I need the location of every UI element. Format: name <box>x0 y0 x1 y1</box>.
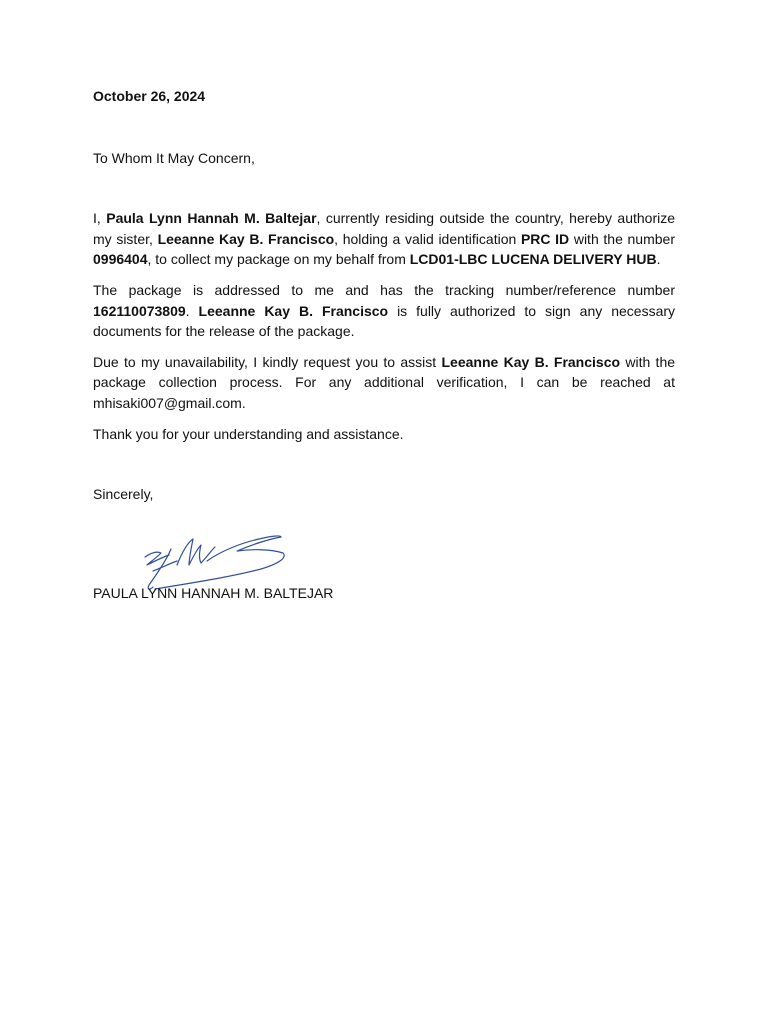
p1-text-1: I, <box>93 210 107 227</box>
authorized-person-name: Leeanne Kay B. Francisco <box>441 353 621 370</box>
p1-text-3: , holding a valid identification <box>334 230 521 247</box>
p2-text-2: . <box>185 302 199 319</box>
letter-body <box>93 86 675 605</box>
paragraph-authorization <box>93 208 675 270</box>
p2-text-1: The package is addressed to me and has the tracking number/reference number <box>93 281 675 298</box>
tracking-number: 162110073809 <box>93 302 186 319</box>
p2-text-3: is fully authorized to sign any necessary documents for the release of the package. <box>93 302 676 340</box>
letter-date: October 26, 2024 <box>93 88 206 104</box>
signature-block <box>93 505 675 605</box>
p1-text-4: with the number <box>569 230 675 247</box>
p1-text-6: . <box>656 251 661 268</box>
p3-text-2: with the package collection process. For any additional verification, I can be reached at mhisaki007@gmail.com. <box>93 353 676 411</box>
p3-text-1: Due to my unavailability, I kindly request you to assist <box>93 353 442 370</box>
id-number: 0996404 <box>93 251 148 268</box>
paragraph-thanks: Thank you for your understanding and assistance. <box>93 425 404 442</box>
p1-text-2: , currently residing outside the country, hereby authorize my sister, <box>93 210 675 247</box>
closing: Sincerely, <box>93 486 154 503</box>
id-type: PRC ID <box>520 230 570 247</box>
author-name: Paula Lynn Hannah M. Baltejar <box>106 210 317 227</box>
signer-name: PAULA LYNN HANNAH M. BALTEJAR <box>93 584 334 601</box>
authorized-person-name: Leeanne Kay B. Francisco <box>198 302 389 319</box>
authorized-person-name: Leeanne Kay B. Francisco <box>157 230 335 247</box>
paragraph-request <box>93 352 675 414</box>
p1-text-5: , to collect my package on my behalf from <box>147 251 410 268</box>
delivery-hub: LCD01-LBC LUCENA DELIVERY HUB <box>409 251 657 268</box>
paragraph-tracking <box>93 280 675 342</box>
salutation: To Whom It May Concern, <box>93 149 255 166</box>
